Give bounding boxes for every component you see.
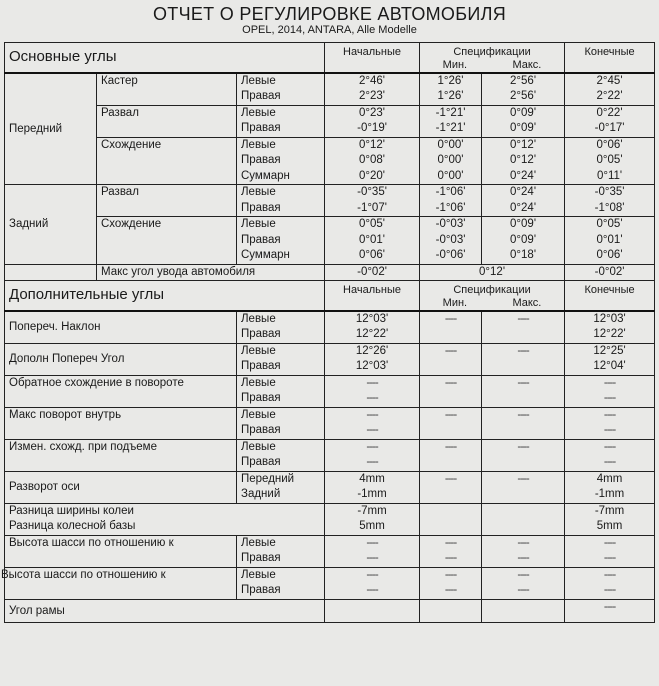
rear-camber-label: Развал xyxy=(101,186,139,198)
ride-height-1-row: Высота шасси по отношению к Левые Правая ---- ---- ---- ---- ---- ---- ---- ---- xyxy=(5,535,655,567)
extra-header-row: Дополнительные углы Начальные Спецификации Мин. Макс. Конечные xyxy=(5,281,655,311)
front-toe-row: Схождение Левые Правая Суммарн 0°12' 0°08' 0°20' 0°00' 0°00' 0°00' 0°12' 0°12' 0°24' 0°06' 0°05' 0°11' xyxy=(5,137,655,185)
front-label: Передний xyxy=(9,122,63,135)
rear-label: Задний xyxy=(9,218,49,231)
included-angle-row: Дополн Попереч Угол Левые Правая 12°26' 12°03' ---- ---- 12°25' 12°04' xyxy=(5,343,655,375)
front-group xyxy=(5,73,97,185)
col-initial-header: Начальные xyxy=(325,43,420,73)
max-turn-row: Макс поворот внутрь Левые Правая ---- ---- ---- ---- ---- ---- xyxy=(5,407,655,439)
toe-change-row: Измен. схожд. при подъеме Левые Правая ---- ---- ---- ---- ---- ---- xyxy=(5,439,655,471)
thrust-angle-row: Макс угол увода автомобиля -0°02' 0°12' -0°02' xyxy=(5,264,655,281)
axle-offset-row: Разворот оси Передний Задний 4mm -1mm ---- ---- 4mm -1mm xyxy=(5,471,655,503)
rear-toe-label: Схождение xyxy=(101,218,162,230)
report-subtitle: OPEL, 2014, ANTARA, Alle Modelle xyxy=(242,24,417,36)
alignment-table xyxy=(1,42,655,623)
rear-camber-row: Задний Развал Левые Правая -0°35' -1°07' -1°06' -1°06' 0°24' 0°24' -0°35' -1°08' xyxy=(5,185,655,217)
front-camber-label: Развал xyxy=(101,106,139,119)
ride-height-2-row: Высота шасси по отношению к Левые Правая ---- ---- ---- ---- ---- ---- ---- ---- xyxy=(5,567,655,599)
main-section-title-cell xyxy=(5,43,325,73)
thrust-angle-label: Макс угол увода автомобиля xyxy=(101,265,256,278)
sai-row: Попереч. Наклон Левые Правая 12°03' 12°22' ---- ---- 12°03' 12°22' xyxy=(5,311,655,344)
main-section-title: Основные углы xyxy=(9,48,117,65)
main-header-row xyxy=(5,43,655,73)
toe-out-turn-row: Обратное схождение в повороте Левые Правая ---- ---- ---- ---- ---- ---- xyxy=(5,375,655,407)
extra-section-title: Дополнительные углы xyxy=(9,286,165,303)
col-max-header: Макс. xyxy=(512,59,542,71)
report-title: ОТЧЕТ О РЕГУЛИРОВКЕ АВТОМОБИЛЯ xyxy=(152,4,506,24)
rear-toe-row: Схождение Левые Правая Суммарн 0°05' 0°01' 0°06' -0°03' -0°03' -0°06' 0°09' 0°09' 0°18' 0°05' 0°01' 0°06' xyxy=(5,217,655,265)
col-spec-header: Спецификации Мин. Макс. xyxy=(420,43,565,73)
track-wheelbase-diff-row: Разница ширины колеи Разница колесной базы -7mm 5mm -7mm 5mm xyxy=(5,503,655,535)
caster-label: Кастер xyxy=(101,74,138,87)
frame-angle-row: Угол рамы ---- xyxy=(5,599,655,622)
col-min-header: Мин. xyxy=(442,59,468,71)
rear-group xyxy=(5,185,97,265)
front-caster-row: Передний Кастер Левые Правая 2°46' 2°23' 1°26' 1°26' 2°56' 2°56' 2°45' 2°22' xyxy=(5,73,655,106)
front-toe-label: Схождение xyxy=(101,138,162,151)
front-camber-row: Развал Левые Правая 0°23' -0°19' -1°21' -1°21' 0°09' 0°09' 0°22' -0°17' xyxy=(5,105,655,137)
col-final-header: Конечные xyxy=(565,43,655,73)
